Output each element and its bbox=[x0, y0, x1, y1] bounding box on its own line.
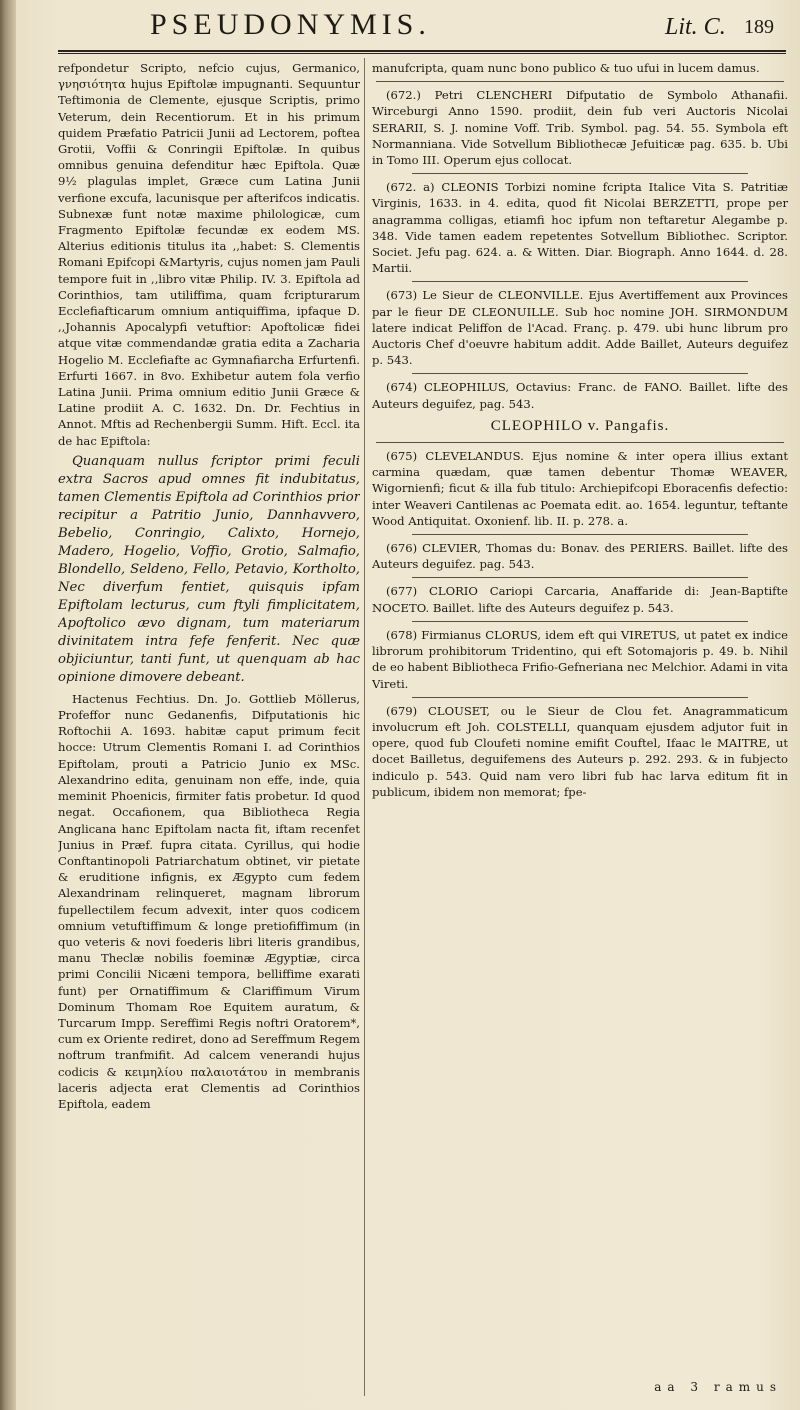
entry-675: (675) CLEVELANDUS. Ejus nomine & inter opera illius extant carmina quædam, quæ tamen debentur Thomæ WEAVER, Wigornienfi; ficut & illa fub titulo: Archiepifcopi Eboracenfis defectio: inter Weaveri Cantilenas ac Poemata edit. ao. 1654. leguntur, teftante Wood Antiquitat. Oxonienf. lib. II. p. 278. a. bbox=[372, 449, 788, 528]
entry-separator bbox=[412, 534, 748, 535]
entry-677: (677) CLORIO Cariopi Carcaria, Anaffaride di: Jean-Baptifte NOCETO. Baillet. lifte des Auteurs deguifez p. 543. bbox=[372, 584, 788, 615]
entry-separator bbox=[412, 173, 748, 174]
entry-separator bbox=[412, 281, 748, 282]
book-spine bbox=[0, 0, 16, 1410]
entry-672: (672.) Petri CLENCHERI Difputatio de Symbolo Athanafii. Wirceburgi Anno 1590. prodiit, dein fub veri Auctoris Nicolai SERARII, S. J. nomine Voff. Trib. Symbol. pag. 54. 55. Symbola eft Normanniana. Vide Sotvellum Bibliothecæ Jefuiticæ pag. 635. b. Ubi in Tomo III. Operum ejus collocat. bbox=[372, 88, 788, 168]
header-rule bbox=[58, 50, 786, 52]
entry-676: (676) CLEVIER, Thomas du: Bonav. des PERIERS. Baillet. lifte des Auteurs deguifez. pag. 543. bbox=[372, 541, 788, 572]
entry-separator bbox=[412, 697, 748, 698]
entry-674: (674) CLEOPHILUS, Octavius: Franc. de FANO. Baillet. lifte des Auteurs deguifez, pag. 543. bbox=[372, 380, 788, 411]
entry-673: (673) Le Sieur de CLEONVILLE. Ejus Avertiffement aux Provinces par le fieur DE CLEONUILLE. Sub hoc nomine JOH. SIRMONDUM latere indicat Peliffon de l'Acad. Franç. p. 479. ubi hunc librum pro Auctoris Chef d'oeuvre habitum addit. Adde Baillet, Auteurs deguifez p. 543. bbox=[372, 288, 788, 368]
entry-separator bbox=[412, 577, 748, 578]
left-column bbox=[58, 60, 360, 1396]
left-paragraph: refpondetur Scripto, nefcio cujus, Germanico, γνησιότητα hujus Epiftolæ impugnanti. Sequuntur Teftimonia de Clemente, ejusque Scriptis, primo Veterum, dein Recentiorum. Et in his primum quidem Præfatio Patricii Junii ad Lectorem, poftea Grotii, Voffii & Conringii Epiftolæ. In quibus omnibus genuina defenditur hæc Epiftola. Quæ 9½ plagulas implet, Græce cum Latina Junii verfione excufa, lacunisque per afterifcos indicatis. Subnexæ funt notæ maxime philologicæ, cum Fragmento Epiftolæ fecundæ ex eodem MS. Alterius editionis titulus ita ,,habet: S. Clementis Romani Epifcopi &Martyris, cujus nomen jam Pauli tempore fuit in ,,libro vitæ Philip. IV. 3. Epiftola ad Corinthios, tam utiliffima, quam fcripturarum Ecclefiafticarum omnium antiquiffima, ipfaque D. ,,Johannis Apocalypfi vetuftior: Apoftolicæ fidei atque vitæ commendandæ gratia edita a Zacharia Hogelio M. Ecclefiafte ac Gymnafiarcha Erfurtenfi. Erfurti 1667. in 8vo. Exhibetur autem fola verfio Latina Junii. Prima omnium editio Junii Græce & Latine prodiit A. C. 1632. Dn. Dr. Fechtius in Annot. Mftis ad Rechenbergii Summ. Hift. Eccl. ita de hac Epiftola: bbox=[58, 61, 360, 448]
running-header bbox=[100, 4, 784, 46]
section-label: Lit. C. bbox=[665, 14, 726, 40]
entry-679: (679) CLOUSET, ou le Sieur de Clou fet. Anagrammaticum involucrum eft Joh. COLSTELLI, quanquam ejusdem adjutor fuit in opere, quod fub Cloufeti nomine emifit Couftel, Ifaac le MAITRE, ut docet Bailletus, deguifemens des Auteurs p. 292. 293. & in fubjecto indiculo p. 543. Quid nam vero libri fub hac larva editum fit in publicum, ibidem non memorat; fpe- bbox=[372, 703, 788, 799]
column-divider bbox=[364, 58, 365, 1396]
header-rule-thin bbox=[58, 53, 786, 54]
cleophilo-heading: CLEOPHILO v. Pangafis. bbox=[490, 417, 670, 434]
right-column bbox=[372, 60, 788, 1396]
left-paragraph-continued: Hactenus Fechtius. Dn. Jo. Gottlieb Möllerus, Profeffor nunc Gedanenfis, Difputationis hic Roftochii A. 1693. habitæ caput primum fecit hocce: Utrum Clementis Romani I. ad Corinthios Epiftolam, prouti a Patricio Junio ex MSc. Alexandrino edita, genuinam non effe, inde, quia meminit Phoenicis, firmiter fatis probetur. Id quod negat. Occafionem, qua Bibliotheca Regia Anglicana hanc Epiftolam nacta fit, iftam recenfet Junius in Præf. fupra citata. Cyrillus, qui hodie Conftantinopoli Patriarchatum obtinet, vir pietate & eruditione infignis, ex Ægypto cum fedem Alexandrinam relinqueret, magnam librorum fupellectilem fecum advexit, inter quos codicem omnium vetuftiffimum & longe pretiofiffimum (in quo veteris & novi foederis libri literis grandibus, manu Theclæ nobilis foeminæ Ægyptiæ, circa primi Concilii Nicæni tempora, belliffime exarati funt) per Ornatiffimum & Clariffimum Virum Dominum Thomam Roe Equitem auratum, & Turcarum Impp. Sereffimi Regis noftri Oratorem*, cum ex Oriente rediret, dono ad Sereffmum Regem noftrum tranfmifit. Ad calcem venerandi hujus codicis & κειμηλίου παλαιοτάτου in membranis laceris adjecta erat Clementis ad Corinthios Epiftola, eadem bbox=[58, 691, 360, 1111]
entry-separator bbox=[376, 81, 784, 82]
catchword: aa 3 ramus bbox=[654, 1380, 782, 1394]
running-title: PSEUDONYMIS. bbox=[150, 8, 431, 41]
page-number: 189 bbox=[744, 16, 774, 38]
right-intro: manufcripta, quam nunc bono publico & tuo ufui in lucem damus. bbox=[372, 61, 760, 75]
entry-separator bbox=[412, 621, 748, 622]
entry-678: (678) Firmianus CLORUS, idem eft qui VIRETUS, ut patet ex indice librorum prohibitorum Tridentino, qui eft Sotomajoris p. 49. b. Nihil de eo habent Bibliotheca Frifio-Gefneriana nec Melchior. Adami in vita Vireti. bbox=[372, 627, 788, 691]
entry-separator bbox=[376, 442, 784, 443]
entry-separator bbox=[412, 373, 748, 374]
entry-672a: (672. a) CLEONIS Torbizi nomine fcripta Italice Vita S. Patritiæ Virginis, 1633. in 4. edita, quod fit Nicolai BERZETTI, prope per anagramma colligas, etiamfi hoc ipfum non teftaretur Alegambe p. 348. Vide tamen eadem repetentes Sotvellum Bibliothec. Scriptor. Societ. Jefu pag. 624. a. & Witten. Diar. Biograph. Anno 1644. d. 28. Martii. bbox=[372, 180, 788, 276]
fechtius-quote: Quanquam nullus fcriptor primi feculi extra Sacros apud omnes fit indubitatus, tamen Clementis Epiftola ad Corinthios prior recipitur a Patritio Junio, Dannhavvero, Bebelio, Conringio, Calixto, Hornejo, Madero, Hogelio, Voffio, Grotio, Salmafio, Blondello, Seldeno, Fello, Petavio, Kortholto, Nec diverfum fentiet, quisquis ipfam Epiftolam lecturus, cum ftyli fimplicitatem, Apoftolico ævo dignam, tum materiarum divinitatem intra fefe fenferit. Nec quæ objiciuntur, tanti funt, ut quenquam ab hac opinione dimovere debeant. bbox=[58, 453, 360, 685]
